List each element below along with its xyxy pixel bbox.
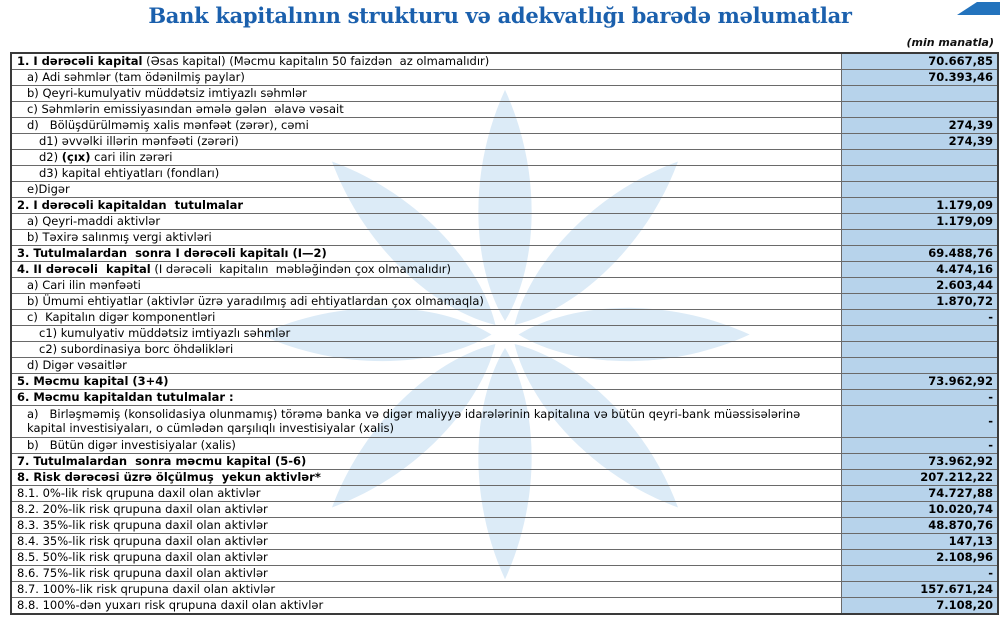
table-row [12,213,997,229]
row-label: b) Bütün digər investisiyalar (xalis) [27,437,236,452]
table-row [12,517,997,533]
table-row [12,197,997,213]
row-label: 7. Tutulmalardan sonra məcmu kapital (5-6) [17,453,307,468]
row-value [841,182,997,197]
row-label: c) Kapitalın digər komponentləri [27,309,216,324]
row-value: 10.020,74 [841,502,997,517]
table-row [12,597,997,613]
row-label: 8.4. 35%-lik risk qrupuna daxil olan aktivlər [17,533,268,548]
corner-logo-triangle [950,0,1000,20]
table-row [12,117,997,133]
row-label: 8.1. 0%-lik risk qrupuna daxil olan aktivlər [17,485,261,500]
table-row [12,165,997,181]
row-label: 8.3. 35%-lik risk qrupuna daxil olan aktivlər [17,517,268,532]
row-value: 274,39 [841,118,997,133]
row-label: 8.5. 50%-lik risk qrupuna daxil olan aktivlər [17,549,268,564]
row-value: 274,39 [841,134,997,149]
row-value: 4.474,16 [841,262,997,277]
row-label: 8.8. 100%-dən yuxarı risk qrupuna daxil olan aktivlər [17,597,324,612]
row-label: 8.2. 20%-lik risk qrupuna daxil olan aktivlər [17,501,268,516]
row-value: - [841,406,997,437]
table-row [12,469,997,485]
row-label: c1) kumulyativ müddətsiz imtiyazlı səhmlər [39,325,291,340]
table-row [12,245,997,261]
row-value: - [841,438,997,453]
row-value: 7.108,20 [841,598,997,613]
unit-note: (min manatla) [906,36,994,49]
table-row [12,533,997,549]
row-value: 147,13 [841,534,997,549]
row-label: c) Səhmlərin emissiyasından əmələ gələn əlavə vəsait [27,101,344,116]
table-row [12,581,997,597]
table-row [12,69,997,85]
table-row [12,293,997,309]
row-label: 2. I dərəcəli kapitaldan tutulmalar [17,197,244,212]
row-value: 1.179,09 [841,198,997,213]
row-label: b) Ümumi ehtiyatlar (aktivlər üzrə yaradılmış adi ehtiyatlardan çox olmamaqla) [27,293,484,308]
row-label: d2) (çıx) cari ilin zərəri [39,149,173,164]
row-label: b) Təxirə salınmış vergi aktivləri [27,229,212,244]
table-row [12,437,997,453]
row-value: 2.603,44 [841,278,997,293]
row-label: e)Digər [27,181,70,196]
row-label: d1) əvvəlki illərin mənfəəti (zərəri) [39,133,239,148]
page-title: Bank kapitalının strukturu və adekvatlığı barədə məlumatlar [148,3,852,28]
table-row [12,453,997,469]
row-value: - [841,566,997,581]
row-label: d) Digər vəsaitlər [27,357,127,372]
row-value [841,102,997,117]
row-value: 2.108,96 [841,550,997,565]
row-value [841,326,997,341]
row-label: 5. Məcmu kapital (3+4) [17,373,169,388]
row-value: 73.962,92 [841,374,997,389]
row-value: 48.870,76 [841,518,997,533]
row-label: c2) subordinasiya borc öhdəlikləri [39,341,234,356]
table-row [12,101,997,117]
row-value [841,166,997,181]
table-row [12,357,997,373]
row-value [841,342,997,357]
row-value: 207.212,22 [841,470,997,485]
row-value: 157.671,24 [841,582,997,597]
row-value: 70.667,85 [841,54,997,69]
row-label: 1. I dərəcəli kapital (Əsas kapital) (Məcmu kapitalın 50 faizdən az olmamalıdır) [17,53,490,68]
row-value: 1.179,09 [841,214,997,229]
row-value: 69.488,76 [841,246,997,261]
row-label: 8. Risk dərəcəsi üzrə ölçülmuş yekun aktivlər* [17,469,321,484]
row-label: 4. II dərəcəli kapital (I dərəcəli kapitalın məbləğindən çox olmamalıdır) [17,261,451,276]
row-value: - [841,310,997,325]
row-label: b) Qeyri-kumulyativ müddətsiz imtiyazlı səhmlər [27,85,307,100]
table-row [12,277,997,293]
row-label: 3. Tutulmalardan sonra I dərəcəli kapitalı (I—2) [17,245,327,260]
row-value: 74.727,88 [841,486,997,501]
table-row [12,485,997,501]
table-row [12,389,997,405]
table-row [12,54,997,69]
row-value: 70.393,46 [841,70,997,85]
table-row [12,341,997,357]
table-row [12,309,997,325]
row-label: 8.6. 75%-lik risk qrupuna daxil olan aktivlər [17,565,268,580]
row-label: d3) kapital ehtiyatları (fondları) [39,165,220,180]
table-row [12,149,997,165]
row-value [841,230,997,245]
row-value: 73.962,92 [841,454,997,469]
capital-structure-table [10,52,999,615]
row-value [841,150,997,165]
table-row [12,405,997,437]
row-label: a) Adi səhmlər (tam ödənilmiş paylar) [27,69,245,84]
table-row [12,565,997,581]
table-row [12,85,997,101]
table-row [12,501,997,517]
table-row [12,181,997,197]
row-value: 1.870,72 [841,294,997,309]
table-row [12,229,997,245]
row-label: 8.7. 100%-lik risk qrupuna daxil olan aktivlər [17,581,276,596]
row-label: a) Cari ilin mənfəəti [27,277,141,292]
row-label: a) Qeyri-maddi aktivlər [27,213,161,228]
row-value [841,358,997,373]
row-label: d) Bölüşdürülməmiş xalis mənfəət (zərər), cəmi [27,117,309,132]
table-row [12,549,997,565]
row-label: a) Birləşməmiş (konsolidasiya olunmamış) törəmə banka və digər maliyyə idarələrinin kapitalına və bütün qeyri-bank müəssisələrinə kapital investisiyaları, o cümlədən qarşılıqlı investisiyalar (xalis) [27,407,804,435]
row-label: 6. Məcmu kapitaldan tutulmalar : [17,389,234,404]
row-value: - [841,390,997,405]
row-value [841,86,997,101]
table-row [12,373,997,389]
table-row [12,325,997,341]
table-row [12,261,997,277]
table-row [12,133,997,149]
